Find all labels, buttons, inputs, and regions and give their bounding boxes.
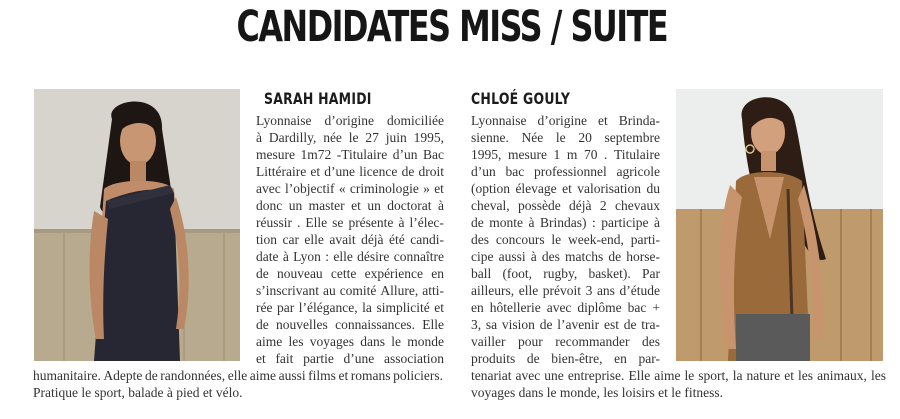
word: -Titulaire xyxy=(336,147,388,162)
word: (option xyxy=(471,181,510,196)
word: voyages xyxy=(309,334,354,349)
word: et xyxy=(310,164,321,179)
word: le xyxy=(555,130,566,145)
word: été xyxy=(389,232,405,247)
word: cette xyxy=(330,266,357,281)
candidate-name-chloe: CHLOÉ GOULY xyxy=(471,89,571,108)
word: 27 xyxy=(365,130,379,145)
text-line xyxy=(471,231,660,248)
word: . xyxy=(604,147,608,162)
word: criminologie xyxy=(349,181,419,196)
word: elle xyxy=(333,249,353,264)
word: elle xyxy=(518,283,539,298)
word: de xyxy=(256,266,269,281)
word: Lyonnaise xyxy=(471,113,527,128)
word: Allure, xyxy=(380,283,419,298)
word: randonnées, xyxy=(160,368,226,383)
text-line xyxy=(256,214,444,231)
word: née xyxy=(323,130,342,145)
word: un xyxy=(367,198,381,213)
text-line xyxy=(471,333,660,350)
word: d’origine xyxy=(537,113,587,128)
word: elle xyxy=(227,368,248,383)
word: comité xyxy=(339,283,377,298)
word: monde xyxy=(407,334,444,349)
word: déjà xyxy=(569,198,592,213)
text-line xyxy=(471,163,660,180)
text-line xyxy=(256,231,444,248)
word: d’un xyxy=(471,164,496,179)
word: parti- xyxy=(630,232,660,247)
candidate-name-sarah: SARAH HAMIDI xyxy=(264,89,372,108)
text-line xyxy=(471,265,660,282)
word: à xyxy=(256,130,262,145)
word: la xyxy=(732,368,743,383)
word: monte xyxy=(489,215,523,230)
word: les xyxy=(870,368,886,383)
word: et xyxy=(598,113,608,128)
word: de xyxy=(608,249,622,264)
word: et xyxy=(562,181,572,196)
word: vailler xyxy=(471,334,506,349)
word: une xyxy=(544,368,564,383)
text-line xyxy=(256,146,444,163)
word: Bac xyxy=(423,147,444,162)
text-line xyxy=(471,316,660,333)
word: de xyxy=(623,317,637,332)
word: matchs xyxy=(565,249,604,264)
word: aussi xyxy=(498,249,526,264)
word: horse- xyxy=(626,249,660,264)
word: de xyxy=(256,317,269,332)
word: nouveau xyxy=(276,266,323,281)
text-line xyxy=(471,112,660,129)
word: Brinda- xyxy=(618,113,660,128)
word: date xyxy=(256,249,279,264)
word: l’avenir xyxy=(557,317,600,332)
word: master xyxy=(308,198,345,213)
word: Elle xyxy=(305,215,328,230)
word: le xyxy=(348,130,359,145)
word: fait xyxy=(275,351,294,366)
word: Dardilly, xyxy=(268,130,317,145)
word: ailleurs, xyxy=(471,283,515,298)
text-line xyxy=(471,282,660,299)
word: le xyxy=(391,334,401,349)
word: atti- xyxy=(422,283,444,298)
word: à xyxy=(398,215,405,230)
word: à xyxy=(437,198,444,213)
word: réussir xyxy=(256,215,292,230)
word: d’une xyxy=(324,164,356,179)
word: s’inscrivant xyxy=(256,283,319,298)
word: . xyxy=(297,215,301,230)
word: septembre xyxy=(604,130,660,145)
word: Elle xyxy=(422,317,444,332)
word: concours xyxy=(495,232,545,247)
word: et xyxy=(351,198,361,213)
word: du xyxy=(646,181,660,196)
word: le xyxy=(551,232,562,247)
word: recommander xyxy=(555,334,630,349)
word: mesure xyxy=(256,147,295,162)
word: sport, xyxy=(698,368,729,383)
word: Adepte xyxy=(103,368,143,383)
word: rée xyxy=(256,300,273,315)
word: Brindas) xyxy=(540,215,587,230)
word: professionnel xyxy=(534,164,607,179)
word: humanitaire. xyxy=(33,368,101,383)
word: 2 xyxy=(599,198,607,213)
word: hôtellerie xyxy=(489,300,541,315)
word: les xyxy=(288,334,304,349)
text-line xyxy=(256,265,444,282)
text-line xyxy=(256,350,444,367)
text-line xyxy=(471,350,660,367)
word: : xyxy=(592,215,596,230)
text-line xyxy=(256,333,444,350)
word: au xyxy=(322,283,336,298)
text-line xyxy=(256,299,444,316)
word: de xyxy=(471,215,484,230)
word: et xyxy=(256,351,266,366)
text-line xyxy=(471,197,660,214)
word: d’étude xyxy=(619,283,660,298)
word: week-end, xyxy=(568,232,624,247)
word: l’objectif xyxy=(285,181,335,196)
word: Littéraire xyxy=(256,164,307,179)
word: 1m72 xyxy=(300,147,332,162)
word: Elle xyxy=(628,368,651,383)
word: rugby, xyxy=(543,266,578,281)
word: domiciliée xyxy=(387,113,444,128)
word: à xyxy=(530,249,537,264)
word: ans xyxy=(596,283,615,298)
word: prévoit xyxy=(542,283,582,298)
word: cheval, xyxy=(471,198,510,213)
word: la xyxy=(362,300,372,315)
word: l’élec- xyxy=(409,215,444,230)
word: donc xyxy=(256,198,283,213)
page-title: CANDIDATES MISS / SUITE xyxy=(236,2,668,52)
word: association xyxy=(383,351,444,366)
word: aime xyxy=(256,334,283,349)
word: : xyxy=(325,249,330,264)
word: d’origine xyxy=(324,113,374,128)
word: des xyxy=(541,249,560,264)
text-line xyxy=(256,248,444,265)
word: bac xyxy=(505,164,525,179)
text-line xyxy=(256,163,444,180)
word: 1995, xyxy=(471,147,502,162)
word: désire xyxy=(357,249,390,264)
word: expérience xyxy=(364,266,424,281)
text-line xyxy=(256,282,444,299)
word: l’élégance, xyxy=(298,300,358,315)
word: bac xyxy=(627,300,647,315)
word: valorisation xyxy=(577,181,642,196)
word: avec xyxy=(256,181,281,196)
text-line xyxy=(471,299,660,316)
word: participe xyxy=(601,215,649,230)
word: policiers. xyxy=(393,368,443,383)
word: nouvelles xyxy=(276,317,328,332)
text-line xyxy=(256,197,444,214)
word: et xyxy=(784,368,794,383)
word: nature xyxy=(746,368,781,383)
word: est xyxy=(603,317,619,332)
word: et xyxy=(338,368,349,383)
word: films xyxy=(308,368,336,383)
word: entreprise. xyxy=(567,368,625,383)
word: m xyxy=(566,147,578,162)
word: en xyxy=(471,300,484,315)
word: à xyxy=(654,215,660,230)
word: aime xyxy=(249,368,277,383)
word: de xyxy=(539,317,553,332)
word: chevaux xyxy=(614,198,660,213)
text-line xyxy=(256,180,444,197)
word: un xyxy=(288,198,303,213)
word: de xyxy=(526,351,540,366)
word: tra- xyxy=(641,317,660,332)
word: simplicité xyxy=(376,300,430,315)
text-line: voyages dans le monde, les loisirs et le fitness. xyxy=(471,385,723,400)
word: 20 xyxy=(578,130,592,145)
candidate-photo-sarah xyxy=(34,89,240,361)
word: des xyxy=(642,334,660,349)
word: déjà xyxy=(361,232,384,247)
word: basket). xyxy=(588,266,631,281)
word: 1995, xyxy=(413,130,444,145)
word: pour xyxy=(518,334,543,349)
word: à xyxy=(282,249,289,264)
text-line xyxy=(471,180,660,197)
word: mesure xyxy=(507,147,547,162)
word: animaux, xyxy=(817,368,867,383)
word: partie xyxy=(303,351,334,366)
word: de xyxy=(401,164,415,179)
text-line xyxy=(256,112,444,129)
word: avec xyxy=(515,368,541,383)
text-line xyxy=(471,214,660,231)
word: en xyxy=(614,351,627,366)
word: « xyxy=(338,181,346,196)
word: vision xyxy=(501,317,535,332)
portrait-illustration-sarah xyxy=(34,89,240,361)
word: 1 xyxy=(553,147,561,162)
word: ball xyxy=(471,266,492,281)
word: avait xyxy=(329,232,356,247)
word: Titulaire xyxy=(613,147,660,162)
word: sienne. xyxy=(471,130,509,145)
word: Lyonnaise xyxy=(256,113,312,128)
word: avec xyxy=(546,300,572,315)
text-line xyxy=(471,248,660,265)
word: agricole xyxy=(616,164,660,179)
word: présente xyxy=(348,215,394,230)
word: diplôme xyxy=(577,300,622,315)
text-line xyxy=(471,146,660,163)
word: + xyxy=(652,300,660,315)
word: et xyxy=(434,300,444,315)
word: le xyxy=(684,368,695,383)
text-line: Pratique le sport, balade à pied et vélo. xyxy=(33,385,243,400)
word: par xyxy=(277,300,295,315)
word: (foot, xyxy=(502,266,533,281)
word: connaître xyxy=(393,249,444,264)
word: aussi xyxy=(278,368,306,383)
word: des xyxy=(471,232,489,247)
text-line xyxy=(33,367,443,384)
candidate-photo-chloe xyxy=(676,89,883,361)
word: licence xyxy=(359,164,398,179)
word: candi- xyxy=(410,232,444,247)
word: en xyxy=(431,266,444,281)
word: Par xyxy=(641,266,660,281)
word: Née xyxy=(521,130,544,145)
word: car xyxy=(282,232,299,247)
word: droit xyxy=(418,164,444,179)
word: se xyxy=(332,215,344,230)
text-line xyxy=(471,367,886,384)
text-line xyxy=(256,316,444,333)
word: bien-être, xyxy=(551,351,603,366)
word: 3, xyxy=(471,317,482,332)
word: tion xyxy=(256,232,278,247)
word: cipe xyxy=(471,249,494,264)
word: de xyxy=(144,368,158,383)
word: par- xyxy=(638,351,660,366)
word: à xyxy=(528,215,535,230)
word: romans xyxy=(350,368,391,383)
word: juin xyxy=(385,130,407,145)
word: sa xyxy=(485,317,498,332)
word: tenariat xyxy=(471,368,512,383)
word: et xyxy=(434,181,444,196)
word: aime xyxy=(654,368,681,383)
word: 70 xyxy=(583,147,598,162)
word: d’une xyxy=(343,351,375,366)
text-line xyxy=(471,129,660,146)
word: elle xyxy=(304,232,324,247)
word: produits xyxy=(471,351,516,366)
word: dans xyxy=(360,334,385,349)
word: d’un xyxy=(392,147,418,162)
word: possède xyxy=(517,198,561,213)
word: connaissances. xyxy=(335,317,415,332)
word: les xyxy=(798,368,814,383)
text-line xyxy=(256,129,444,146)
word: élevage xyxy=(515,181,557,196)
word: » xyxy=(423,181,430,196)
word: doctorat xyxy=(387,198,432,213)
word: Lyon xyxy=(293,249,321,264)
portrait-illustration-chloe xyxy=(676,89,883,361)
word: 3 xyxy=(585,283,593,298)
